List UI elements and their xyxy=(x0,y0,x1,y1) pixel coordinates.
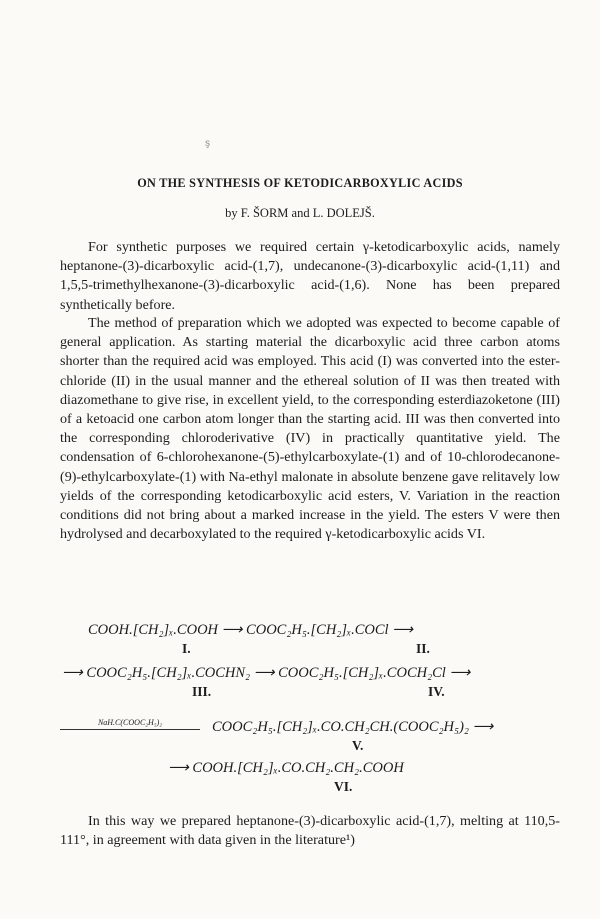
scheme-label-I: I. xyxy=(182,641,191,656)
scheme-label-III: III. xyxy=(192,684,212,699)
scheme-label-IV: IV. xyxy=(428,684,445,699)
scheme-label-II: II. xyxy=(416,641,430,656)
page-mark: ş xyxy=(205,138,211,149)
scheme-label-VI: VI. xyxy=(334,779,353,794)
paragraph-3: In this way we prepared heptanone-(3)-dicarboxylic acid-(1,7), melting at 110,5-111°, in agreement with data given in the literature¹) xyxy=(60,813,560,849)
scheme-line-2: ⟶ COOC₂H₅.[CH₂]ₓ.COCHN₂ ⟶ COOC₂H₅.[CH₂]ₓ.COCH₂Cl ⟶ xyxy=(62,665,471,681)
scheme-line-3: COOC₂H₅.[CH₂]ₓ.CO.CH₂CH.(COOC₂H₅)₂ ⟶ xyxy=(212,719,494,735)
scheme-label-V: V. xyxy=(352,738,364,753)
scheme-line-4: ⟶ COOH.[CH₂]ₓ.CO.CH₂.CH₂.COOH xyxy=(168,760,404,776)
scheme-reagent: NaH.C(COOC₂H₅)₂ xyxy=(60,718,200,730)
paragraph-2: The method of preparation which we adopted was expected to become capable of general application. As starting material the dicarboxylic acid three carbon atoms shorter than the required acid was employed. This acid (I) was converted into the ester-chloride (II) in the usual manner and the ethereal solution of II was then treated with diazomethane to give rise, in excellent yield, to the corresponding esterdiazoketone (III) of a ketoacid one carbon atom longer than the starting acid. III was then converted into the corresponding chloroderivative (IV) in practically quantitative yield. The condensation of 6-chlorohexanone-(5)-ethylcarboxylate-(1) and of 10-chlorodecanone-(9)-ethylcarboxylate-(1) with Na-ethyl malonate in absolute benzene gave relitavely low yields of the corresponding ketodicarboxylic acid esters, V. Variation in the reaction conditions did not bring about a marked increase in the yield. The esters V were then hydrolysed and decarboxylated to the required γ-ketodicarboxylic acids VI. xyxy=(60,315,560,543)
article-authors: by F. ŠORM and L. DOLEJŠ. xyxy=(225,206,375,220)
scheme-line-1: COOH.[CH₂]ₓ.COOH ⟶ COOC₂H₅.[CH₂]ₓ.COCl ⟶ xyxy=(88,622,413,638)
paragraph-1: For synthetic purposes we required certain γ-ketodicarboxylic acids, namely heptanone-(3)-dicarboxylic acid-(1,7), undecanone-(3)-dicarboxylic acid-(1,11) and 1,5,5-trimethylhexanone-(3)-dicarboxylic acid-(1,6). None has been prepared synthetically before. xyxy=(60,239,560,313)
article-title: ON THE SYNTHESIS OF KETODICARBOXYLIC ACIDS xyxy=(137,176,463,190)
